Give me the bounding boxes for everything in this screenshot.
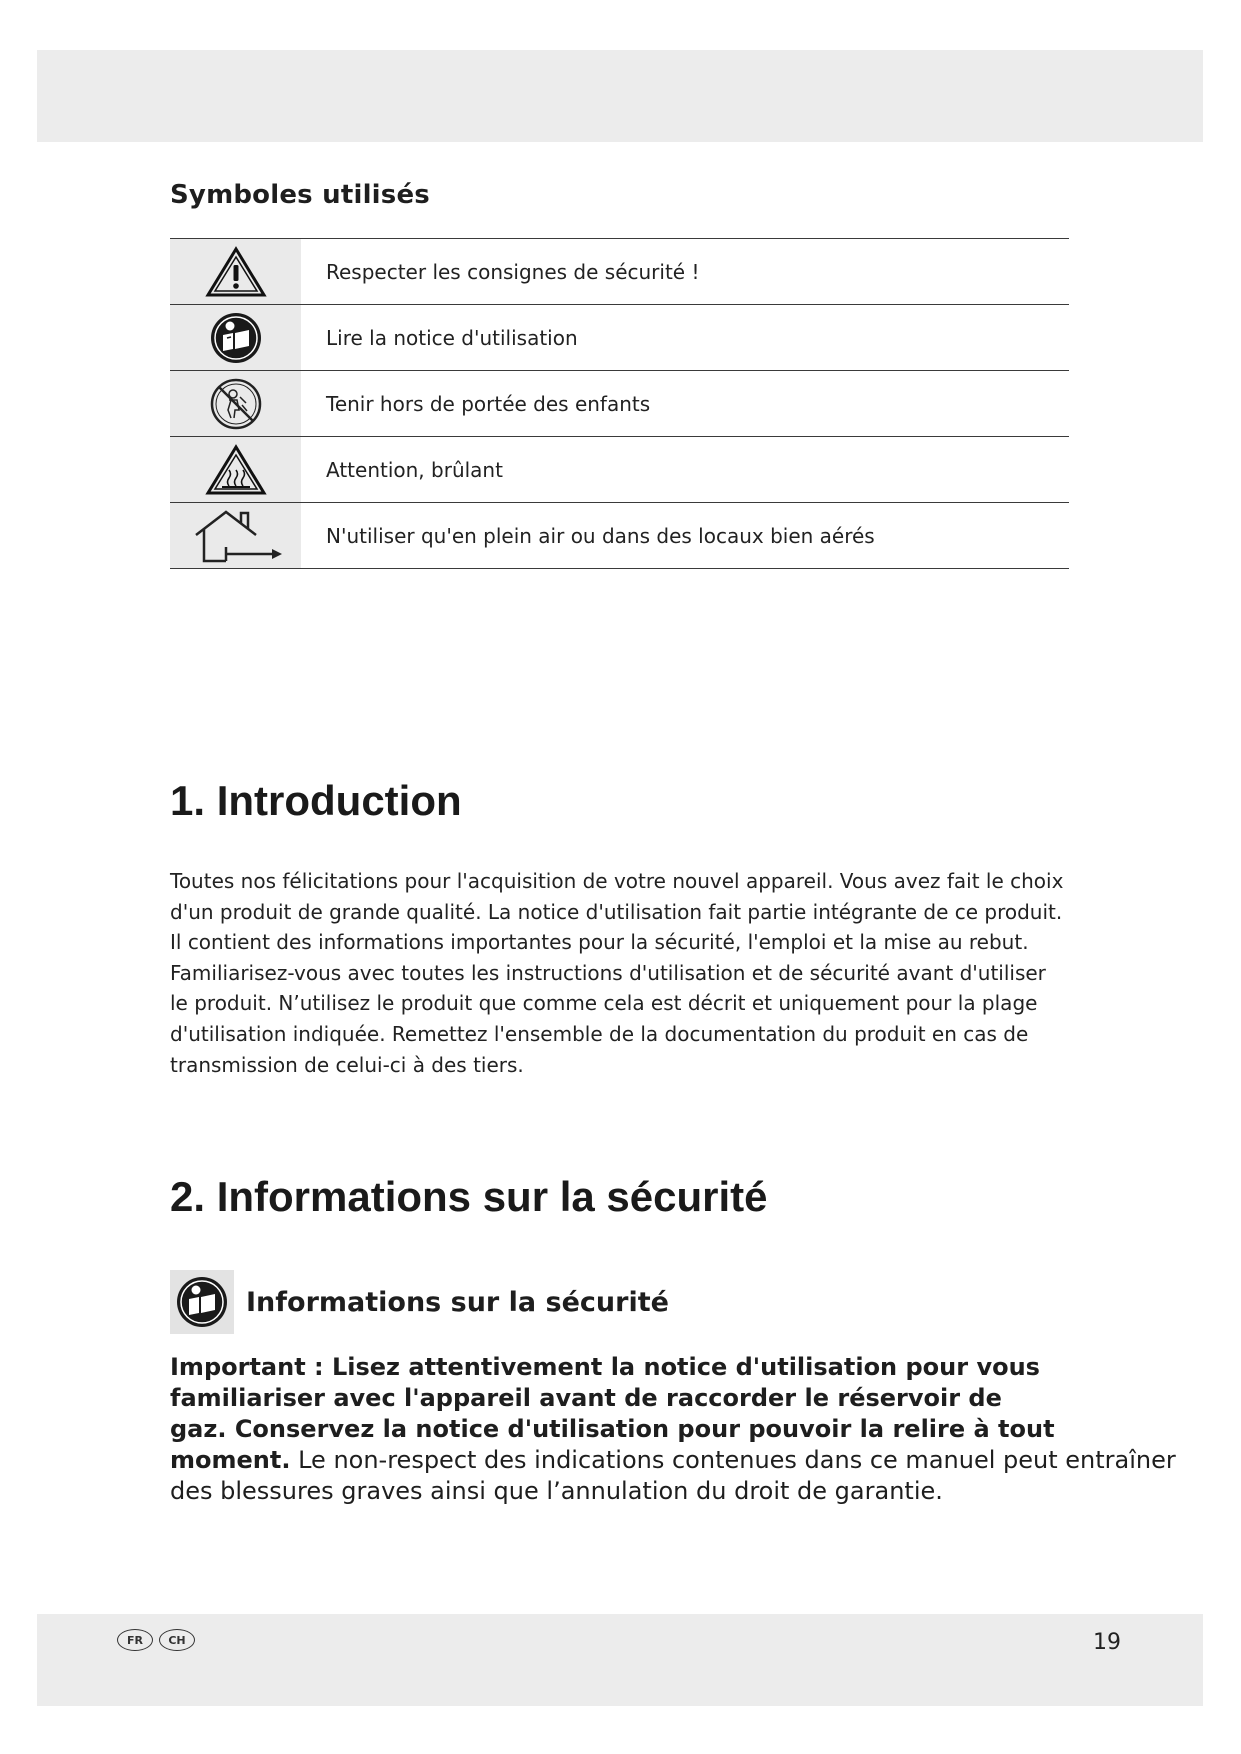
symbol-row-children	[170, 371, 1069, 437]
intro-line: Familiarisez-vous avec toutes les instructions d'utilisation et de sécurité avant d'utiliser	[170, 960, 1046, 985]
safety-subheading-label: Informations sur la sécurité	[246, 1286, 669, 1318]
intro-line: Toutes nos félicitations pour l'acquisition de votre nouvel appareil. Vous avez fait le choix	[170, 869, 1064, 893]
intro-heading: 1. Introduction	[170, 777, 462, 824]
intro-paragraph	[170, 866, 1070, 1080]
symbol-row-outdoor	[170, 503, 1069, 569]
country-badges	[117, 1629, 195, 1651]
country-badge-fr: FR	[117, 1629, 153, 1651]
intro-line: Il contient des informations importantes pour la sécurité, l'emploi et la mise au rebut.	[170, 930, 1029, 955]
symbol-row-warning	[170, 239, 1069, 305]
read-manual-icon	[170, 1270, 234, 1334]
symbol-text: Attention, brûlant	[326, 457, 503, 482]
safety-line: moment. Le non-respect des indications contenues dans ce manuel peut entraîner	[170, 1446, 1176, 1474]
country-badge-ch: CH	[159, 1629, 195, 1651]
symbol-text: Lire la notice d'utilisation	[326, 325, 578, 350]
symbol-text: N'utiliser qu'en plein air ou dans des locaux bien aérés	[326, 523, 875, 548]
safety-heading: 2. Informations sur la sécurité	[170, 1173, 768, 1220]
symbol-text: Tenir hors de portée des enfants	[326, 391, 651, 416]
read-manual-icon	[170, 305, 301, 370]
footer-band	[37, 1614, 1203, 1706]
intro-line: le produit. N’utilisez le produit que comme cela est décrit et uniquement pour la plage	[170, 991, 1038, 1016]
symbols-table	[170, 238, 1069, 569]
hot-surface-icon	[170, 437, 301, 502]
page-number: 19	[1093, 1630, 1121, 1655]
safety-paragraph	[170, 1352, 1176, 1507]
outdoor-use-icon	[170, 503, 301, 568]
keep-away-children-icon	[170, 371, 301, 436]
safety-line: Important : Lisez attentivement la notice d'utilisation pour vous	[170, 1353, 1040, 1381]
intro-line: transmission de celui-ci à des tiers.	[170, 1052, 524, 1077]
header-band	[37, 50, 1203, 142]
symbol-text: Respecter les consignes de sécurité !	[326, 259, 700, 284]
safety-subheading	[170, 1270, 669, 1334]
safety-line: gaz. Conservez la notice d'utilisation pour pouvoir la relire à tout	[170, 1415, 1055, 1443]
intro-line: d'un produit de grande qualité. La notice d'utilisation fait partie intégrante de ce produit.	[170, 899, 1063, 924]
warning-icon	[170, 239, 301, 304]
intro-line: d'utilisation indiquée. Remettez l'ensemble de la documentation du produit en cas de	[170, 1021, 1029, 1046]
safety-line: familiariser avec l'appareil avant de raccorder le réservoir de	[170, 1384, 1002, 1412]
safety-line: des blessures graves ainsi que l’annulation du droit de garantie.	[170, 1477, 943, 1505]
symbols-title: Symboles utilisés	[170, 180, 430, 210]
symbol-row-hot	[170, 437, 1069, 503]
symbol-row-manual	[170, 305, 1069, 371]
